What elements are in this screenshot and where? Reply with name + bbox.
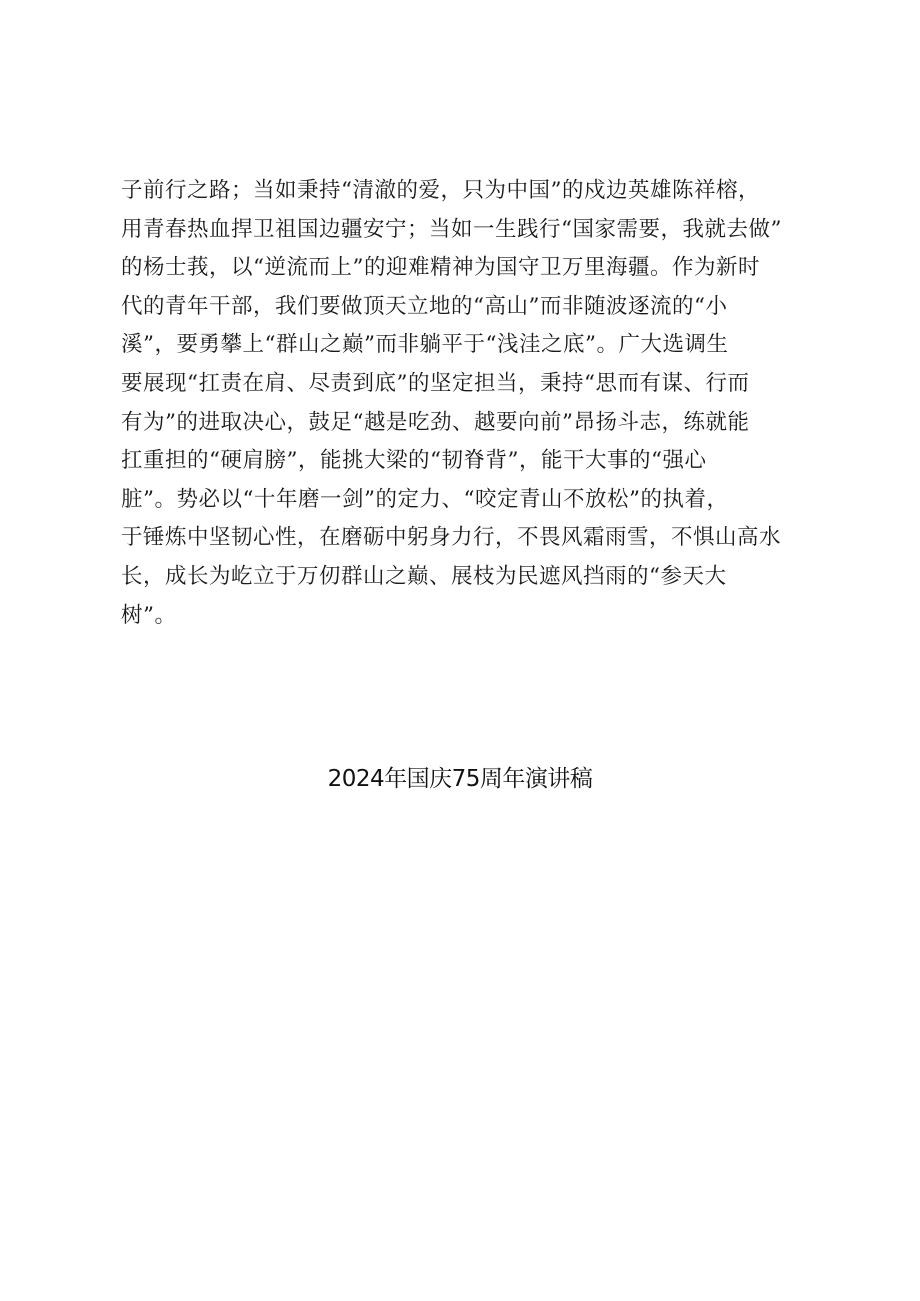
paragraph-line: 子前行之路；当如秉持“清澈的爱，只为中国”的戍边英雄陈祥榕， [121,178,760,203]
paragraph-line: 有为”的进取决心，鼓足“越是吃劲、越要向前”昂扬斗志，练就能 [121,409,750,435]
paragraph-line: 用青春热血捍卫祖国边疆安宁；当如一生践行“国家需要，我就去做” [121,216,782,242]
paragraph-line: 脏”。势必以“十年磨一剑”的定力、“咬定青山不放松”的执着， [121,486,729,512]
paragraph-line: 长，成长为屹立于万仞群山之巅、展枝为民遮风挡雨的“参天大 [121,563,727,589]
paragraph-line: 于锤炼中坚韧心性，在磨砺中躬身力行，不畏风霜雨雪，不惧山高水 [121,525,782,551]
document-title: 2024年国庆75周年演讲稿 [327,766,593,792]
paragraph-line: 的杨士莪，以“逆流而上”的迎难精神为国守卫万里海疆。作为新时 [121,255,760,281]
paragraph-line: 树”。 [121,602,177,628]
paragraph-line: 要展现“扛责在肩、尽责到底”的坚定担当，秉持“思而有谋、行而 [121,370,750,396]
paragraph-line: 溪”，要勇攀上“群山之巅”而非躺平于“浅洼之底”。广大选调生 [121,332,729,358]
body-paragraph [121,172,811,635]
paragraph-line: 代的青年干部，我们要做顶天立地的“高山”而非随波逐流的“小 [121,293,728,319]
paragraph-line: 扛重担的“硬肩膀”，能挑大梁的“韧脊背”，能干大事的“强心 [121,448,707,474]
